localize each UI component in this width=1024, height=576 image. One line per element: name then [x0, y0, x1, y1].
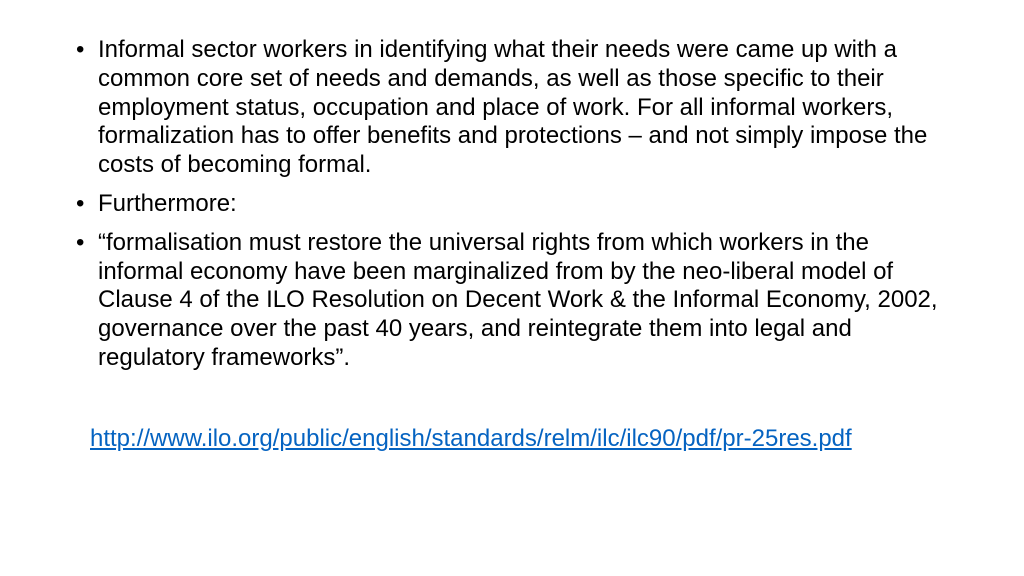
- reference-link-block: [78, 424, 918, 454]
- bullet-item: [76, 229, 956, 373]
- bullet-marker: •: [76, 189, 85, 217]
- reference-link[interactable]: http://www.ilo.org/public/english/standards/relm/ilc/ilc90/pdf/pr-25res.pdf: [90, 425, 852, 452]
- bullet-marker: •: [76, 228, 85, 256]
- bullet-item: [76, 36, 956, 180]
- bullet-text: “formalisation must restore the universal rights from which workers in the informal economy have been marginalized from by the neo-liberal model of Clause 4 of the ILO Resolution on Decent Work & the Informal Economy, 2002, governance over the past 40 years, and reintegrate them into legal and regulatory frameworks”.: [98, 228, 938, 371]
- bullet-text: Informal sector workers in identifying what their needs were came up with a common core set of needs and demands, as well as those specific to their employment status, occupation and place of work. For all informal workers, formalization has to offer benefits and protections – and not simply impose the costs of becoming formal.: [98, 36, 928, 179]
- bullet-list: [76, 36, 956, 383]
- bullet-text: Furthermore:: [98, 189, 237, 217]
- bullet-item: [76, 190, 956, 219]
- bullet-marker: •: [76, 36, 85, 63]
